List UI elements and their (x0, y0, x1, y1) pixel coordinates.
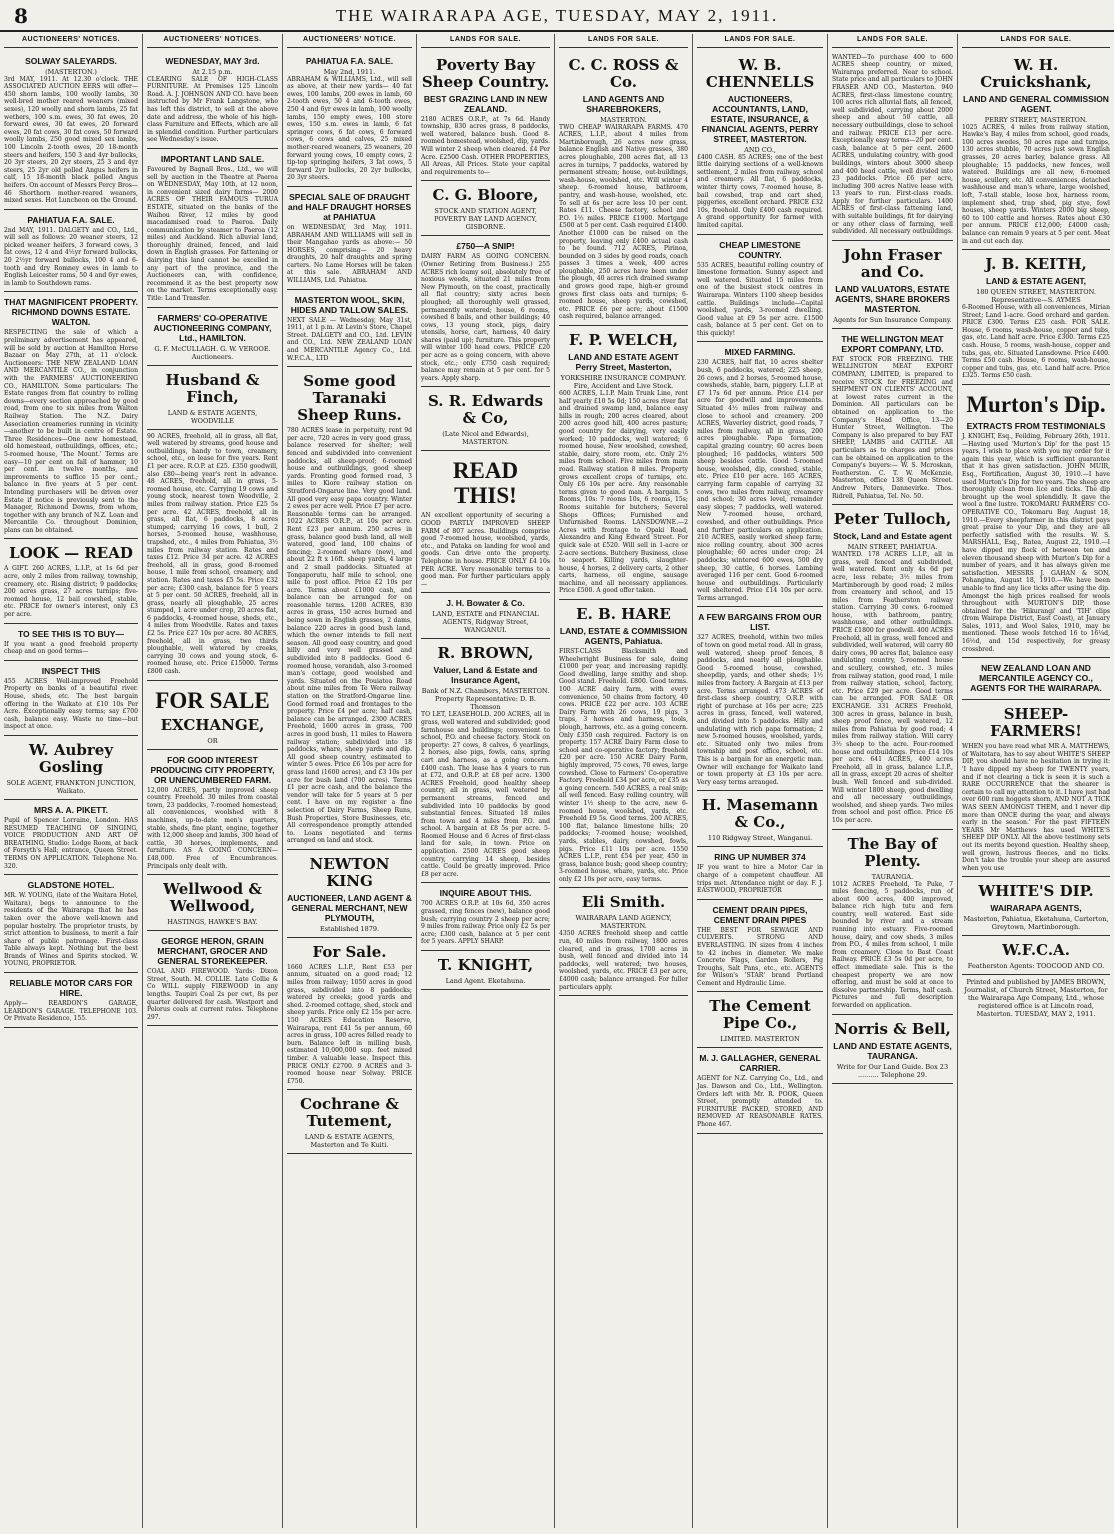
ad-subtext: At 2.15 p.m. (192, 67, 233, 76)
advertisement (832, 51, 953, 241)
ad-heading: The Bay of Plenty. (847, 834, 938, 870)
ad-subheading: Valuer, Land & Estate and Insurance Agent, (433, 665, 538, 686)
advertisement (962, 51, 1110, 251)
ad-subheading: AUCTIONEER, LAND AGENT & GENERAL MERCHANT, NEW PLYMOUTH, (287, 892, 412, 923)
advertisement (962, 877, 1110, 936)
ad-body: FIRST-CLASS Blacksmith and Wheelwright Business for sale, doing £1000 per year, and increasing rapidly. Good dwelling, large smithy and shop. Good stand. Freehold. £800. Good terms. 100 ACRE dairy farm, with every convenience, 50 chains from factory, 40 cows. PRICE £22 per acre. 103 ACRE Dairy Farm with 26 cows, 19 pigs, 3 traps, 3 horses and harness, tools, plough, harrows, etc. as a going concern. Only £350 cash required. Factory is on property. 157 ACRE Dairy Farm close to school and co-operative factory; freehold £20 per acre. 150 ACRE Dairy Farm, highly improved, 75 cows, 70 ewes, large cowshed. Close to Farmers' Co-operative Factory. Freehold £34 per acre, or £35 as a going concern. 540 ACRES, a real snip; all well fenced. Easy rolling country, will winter 1½ sheep to the acre, new 6-roomed house, woolshed, yards, etc. Freehold £9 5s. Good terms. 200 ACRES, 100 flat, balance limestone hills; 20 paddocks; 7-roomed house; woolshed, yards, stables, dairy, cowshed, fowls, pigs. Price £11 10s per acre. 1550 ACRES L.I.P., rent £54 per year, 450 in grass, balance bush; good sheep country; 3-roomed house, whare, yards, etc. Price only £2 10s per acre, easy terms. (559, 648, 688, 883)
advertisement (147, 931, 278, 1026)
ad-body: 1660 ACRES L.I.P., Rent £53 per annum, situated on a good road; 12 miles from railway; 1050 acres in good grass, subdivided into 8 paddocks; watered by creeks; good yards and shed. 2-roomed cottage, shed, stock and sheep yards. Price only £2 15s per acre. 150 ACRES Education Reserve, Wairarapa, rent £41 5s per annum, 60 acres in grass, 100 acres felled ready to burn. Balance left in milling bush, estimated 10,000,000 sup. feet mixed timber. A valuable lease. Inspect this. PRICE ONLY £2700. 9 ACRES and 3-roomed house near Solway. PRICE £750. (287, 963, 413, 1085)
ad-heading: R. BROWN, (437, 644, 534, 663)
advertisement (147, 149, 278, 308)
ad-heading: John Fraser and Co. (843, 245, 942, 281)
advertisement (4, 973, 138, 1028)
advertisement (4, 292, 138, 539)
advertisement (832, 830, 953, 1015)
ad-subtext: 110 Ridgway Street, Wanganui. (707, 834, 813, 843)
ad-body: 4350 ACRES freehold sheep and cattle run, 40 miles from railway, 1800 acres cleared, and in grass, 1700 acres in bush, well fenced and divided into 14 paddocks, well watered; two houses, woolshed, yards, etc. PRICE £3 per acre, £4000 cash; balance arranged. For fuller particulars apply. (559, 930, 688, 991)
advertisement (4, 800, 138, 875)
ad-subheading: AUCTIONEERS, ACCOUNTANTS, LAND, ESTATE, INSURANCE, & FINANCIAL AGENTS, PERRY STREET, MASTERTON. (701, 93, 819, 144)
ad-subheading: MRS A. A. PIKETT. (34, 804, 108, 815)
ad-heading: Norris & Bell, (834, 1019, 951, 1038)
advertisement (697, 342, 823, 607)
ad-subtext: LAND & ESTATE AGENTS, Masterton and Te Kuiti. (304, 1133, 395, 1150)
advertisement (287, 367, 412, 850)
ad-body: Pupil of Spencer Lorraine, London. HAS RESUMED TEACHING OF SINGING, VOICE PRODUCTION AND ART OF BREATHING. Studio: Lodge Room, at back of Forsyth's Hall; entrance, Queen Street. TERMS ON APPLICATION. Telephone No. 320. (4, 816, 138, 870)
ad-subheading: EXTRACTS FROM TESTIMONIALS (966, 421, 1106, 432)
ad-subheading: RING UP NUMBER 374 (714, 852, 806, 863)
column-7 (828, 34, 958, 1528)
ad-subheading: THE WELLINGTON MEAT EXPORT COMPANY, LTD. (841, 333, 944, 354)
column-header: AUCTIONEERS' NOTICES. (147, 34, 278, 48)
ad-subheading: GLADSTONE HOTEL. (27, 880, 115, 891)
ad-subheading: LAND AND GENERAL COMMISSION AGENT. (963, 93, 1109, 114)
ad-subheading: NEW ZEALAND LOAN AND MERCANTILE AGENCY CO., AGENTS FOR THE WAIRARAPA. (970, 663, 1102, 694)
ad-heading: Eli Smith. (581, 893, 666, 912)
ad-subtext: Write for Our Land Guide. Box 23 .......... Telephone 29. (836, 1062, 949, 1079)
ad-subtext: May 2nd, 1911. (323, 67, 376, 76)
column-header: AUCTIONEERS' NOTICE. (287, 34, 412, 48)
publisher-imprint: Printed and published by JAMES BROWN, Journalist, of Church Street, Masterton, for the Wairarapa Age Company, Ltd., whose registered office is at Lincoln road, Masterton. TUESDAY, MAY 2, 1911. (964, 978, 1108, 1019)
ad-subtext: LAND & ESTATE AGENTS, WOODVILLE (167, 408, 258, 425)
advertisement (287, 290, 412, 368)
ad-subtext: Bank of N.Z. Chambers, MASTERTON. Property Representative: D. B. Thomson (421, 687, 550, 712)
ad-body: J. KNIGHT, Esq., Feilding, February 26th, 1911.—Having used 'Murton's Dip' for the past 15 years, I wish to place with you my order for it again this year, which is sufficient guarantee that it has given satisfaction. JOHN MUIR, Esq., Fortification, August 30, 1910.—I have used Murton's Dip for two years. The sheep are thoroughly clean from lice and ticks. The dip brought up the wool splendidly. It gave the wool a fine lustre. TOKOMARU FARMERS' CO-OPERATIVE CO., Tokomaru Bay, August 18, 1910.—Every sheepfarmer in this district pays great praise to your Dip, and they are all perfectly satisfied with the results. W. S. MARSHALL, Esq., Ratea, August 22, 1910.—I have dipped my flock of between ten and eleven thousand sheep with Murton's Dip for a number of years, and it has always given me satisfaction. MESSRS J. GAHAN & SON, Pohangina, August 18, 1910.—We have been unable to find any lice ticks after using the dip. Amongst the high prices realised for wools throughout with MURTON'S DIP, those obtained for the 'Hikurangi' and 'TIH' clips (from Wairapa District, East Coast), at January Sales, 1911, and Wool Sales, 1910, may be mentioned. These wools fetched 16 to 16¼d, 16½d, and 15d respectively, for greasy crossbred. (962, 433, 1110, 653)
ad-body: TO LET, LEASEHOLD. 200 ACRES, all in grass, well watered and subdivided; good farmhouse and buildings; convenient to school, P.O. and cheese factory. Stock on property: 27 cows, 8 calves, 6 yearlings, 2 horses, also pigs, fowls, cans, spring cart and harness, as a going concern. £400 cash. The lease has 4 years to run at £72, and O.R.P. at £8 per acre. 1300 ACRES Freehold, good healthy sheep country, all in grass, well watered by permanent streams, fenced and subdivided into 10 paddocks by good substantial fences. Situated 18 miles from town and 4 miles from P.O. and school. A bargain at £8 5s per acre. 5-Roomed House and 6 Acres of first-class land for sale, in town. Price on application. 2500 ACRES good sheep country, carrying 14 sheep, besides cattle. Could be greatly improved. Price £8 per acre. (421, 711, 550, 878)
ad-subtext: (MASTERTON.) (45, 67, 97, 76)
ad-body: 1012 ACRES Freehold, Te Puke, 7 miles fencing, 5 paddocks, run of about 600 acres, 400 improved, balance rich high tutu and fern country, well watered. East side bounded by river and a stream running into estuary. Five-roomed house, dairy, and cow sheds, 3 miles from P.O., 4 miles from school, 1 mile from creamery. Close to Bast Coast Railway. PRICE £3 5s 0d per acre, to effect immediate sale. This is the cheapest property we are now offering, and must be sold at once to dissolve partnership. Terms, half cash. Pictures and full description forwarded on application. (832, 880, 953, 1009)
ad-subheading: INSPECT THIS (41, 665, 101, 676)
ad-subheading: BEST GRAZING LAND IN NEW ZEALAND. (423, 93, 548, 114)
ad-subheading: RELIABLE MOTOR CARS FOR HIRE. (9, 978, 133, 999)
advertisement (421, 51, 550, 182)
ad-subheading: PAHIATUA F.A. SALE. (305, 55, 394, 66)
ad-heading: W. H. Cruickshank, (980, 55, 1092, 91)
advertisement (421, 951, 550, 990)
ad-subtext: MASTERTON. (600, 115, 647, 124)
ad-heading: EXCHANGE, (160, 715, 265, 734)
ad-heading: Wellwood & Wellwood, (163, 880, 262, 916)
advertisement (147, 430, 278, 681)
ad-body: 535 ACRES, beautiful rolling country of limestone formation. Sunny aspect and well watered. Situated 15 miles from one of the busiest stock centres in Wairarapa. Winters 1100 sheep besides cattle. Buildings include—Capital woolshed, yards, 3-roomed dwelling. Good value at £9 5s per acre. £1500 cash, balance at 5 per cent. Get on to this quickly! (697, 261, 823, 337)
ad-body: £400 CASH. 85 ACRES; one of the best little dairying sections of a well-known settlement, 2 miles from railway, school and creamery. All flat, 6 paddocks, winter thirty cows, 7-roomed house, 8-bail cowshed, trap and cart shed, piggeries, excellent orchard. PRICE £32 10s, freehold. Only £400 cash required. A grand opportunity for farmer with limited capital. (697, 153, 823, 229)
advertisement (962, 936, 1110, 975)
column-6 (693, 34, 828, 1528)
ad-body: NEXT SALE — Wednesday, May 31st, 1911, at 1 p.m. At Levin's Store, Chapel Street. DALGETY and CO., Ltd. LEVIN and CO., Ltd. NEW ZEALAND LOAN and MERCANTILE Agency Co., Ltd. W.F.C.A., LTD (287, 316, 412, 362)
advertisement (147, 750, 278, 876)
ad-subheading: LAND AND ESTATE AGENTS, TAURANGA. (833, 1040, 952, 1061)
advertisement (287, 187, 412, 290)
ad-subheading: LAND AND ESTATE AGENT Perry Street, Masterton, (568, 352, 679, 373)
ad-subtext: AND CO., (744, 145, 776, 154)
ad-subheading: WEDNESDAY, MAY 3rd. (165, 55, 260, 66)
ad-heading: W.F.C.A. (1002, 941, 1070, 960)
advertisement (421, 236, 550, 387)
advertisement (832, 1015, 953, 1084)
ad-subheading: £750—A SNIP! (456, 241, 515, 252)
advertisement (4, 661, 138, 736)
advertisement (962, 250, 1110, 385)
ad-subheading: CEMENT DRAIN PIPES, CEMENT DRAIN PIPES (712, 904, 808, 925)
ad-subheading: GEORGE HERON, GRAIN MERCHANT, GROCER AND GENERAL STOREKEEPER. (157, 936, 268, 967)
ad-subheading: J. H. Bowater & Co. (446, 598, 525, 609)
column-header: LANDS FOR SALE. (962, 34, 1110, 48)
column-header: LANDS FOR SALE. (559, 34, 688, 48)
ad-subheading: PAHIATUA F.A. SALE. (27, 214, 115, 225)
advertisement (559, 600, 688, 888)
advertisement (697, 992, 823, 1048)
ad-body: WANTED. 178 ACRES L.I.P., all in grass, well fenced and subdivided, well watered. Rent only 4s 6d per acre, less rebate; 3½ miles from Martinborough by good road; 2 miles from creamery and school, and 15 miles from Featherston railway station. Carrying 30 cows. 6-roomed house, with bathroom, pantry, washhouse, and other outbuildings. PRICE £1800 for goodwill. 400 ACRES Freehold, all in grass, well fenced and subdivided, well watered, will carry 80 dairy cows, 90 acres flat, balance easy undulating country, 5-roomed house and scullery, cowshed, etc. 3 miles from railway station, good road, 1 mile from railway station, school, factory, etc. Price £29 per acre. Good terms can be arranged. FOR SALE OR EXCHANGE. 331 ACRES Freehold, 300 acres in grass, balance in bush, sheep proof fence, well watered, 12 miles from Pahiatua by good road; 4 miles from railway station. Will carry 3½ sheep to the acre. Four-roomed house and outbuildings. Price £14 10s per acre. 641 ACRES, 400 acres Freehold, all in grass, balance L.I.P., all in grass, except 20 acres of shelter bush. Well fenced and sub-divided. Will winter 1800 sheep, good dwelling and all necessary outbuildings, woolshed, and sheep yards. Two miles from school and post office. Price £6 10s per acre. (832, 551, 953, 824)
ad-subtext: 180 QUEEN STREET, MASTERTON. Representative—S. AYMES (976, 288, 1096, 305)
ad-subheading: Stock, Land and Estate agent (833, 531, 952, 542)
advertisement (697, 607, 823, 791)
newspaper-title: THE WAIRARAPA AGE, TUESDAY, MAY 2, 1911. (335, 6, 779, 25)
advertisement (421, 639, 550, 883)
ad-body: CLEARING SALE OF HIGH-CLASS FURNITURE. At Premises 125 Lincoln Road. A. J. JOHNSON AND CO. have been instructed by Mr Frank Langstone, who has left this district, to sell at the above date and address, the whole of his high-class Furniture and Effects, which are all in splendid condition. Further particulars see Wednesday's issue. (147, 75, 278, 144)
ad-body: on WEDNESDAY, 3rd May, 1911. ABRAHAM AND WILLIAMS will sell in their Mangahao yards as above:— 50 HORSES, comprising— 20 heavy draughts, 20 half draughts and spring carters. No Lame Horses will be taken at this sale. ABRAHAM AND WILLIAMS, Ltd. Pahiatua. (287, 223, 412, 285)
ad-subtext: Established 1879. (319, 924, 380, 933)
advertisement (421, 883, 550, 951)
column-header: LANDS FOR SALE. (697, 34, 823, 48)
ad-heading: H. Masemann & Co., (701, 796, 819, 832)
ad-heading: C. G. Bloore, (432, 186, 539, 205)
advertisement (147, 366, 278, 430)
ad-body: A GIFT. 260 ACRES, L.I.P., at 1s 6d per acre, only 2 miles from railway, township, creamery, etc. Rising district; 9 paddocks; 200 acres grass, 27 acres turnips; five-roomed house, 12 bail cowshed, stable, etc. PRICE for owner's interest, only £3 per acre. (4, 565, 138, 619)
ad-subheading: TO SEE THIS IS TO BUY— (18, 628, 124, 639)
advertisement (287, 938, 412, 1091)
ad-heading: LOOK — READ (9, 544, 133, 563)
ad-subheading: THAT MAGNIFICENT PROPERTY. RICHMOND DOWNS ESTATE. WALTON. (4, 297, 138, 328)
ad-subtext: SOLE AGENT, FRANKTON JUNCTION, Waikato. (6, 778, 136, 795)
ad-subtext: Masterton, Pahiatua, Eketahuna, Carterton, Greytown, Martinborough. (963, 915, 1109, 932)
ad-heading: S. R. Edwards & Co, (427, 392, 544, 428)
ad-heading: J. B. KEITH, (985, 255, 1087, 274)
advertisement (147, 681, 278, 750)
advertisement (4, 51, 138, 210)
ad-subheading: M. J. GALLAGHER, GENERAL CARRIER. (699, 1053, 821, 1074)
column-3 (283, 34, 417, 1528)
ad-subheading: LAND AGENTS AND SHAREBROKERS, (582, 93, 665, 114)
ad-body: COAL AND FIREWOOD. Yards: Dixon Street, South. M. COLLIE. Late Collie & Co WILL supply FIREWOOD in any lengths. Taupiri Coal 2s per cwt, 8s per quarter delivered for cash. Westport and Pelorus coals at current rates. Telephone 297. (147, 968, 278, 1021)
ad-heading: F. P. WELCH, (569, 331, 678, 350)
advertisement (962, 658, 1110, 700)
column-2 (143, 34, 283, 1528)
ad-subheading: FOR GOOD INTEREST PRODUCING CITY PROPERTY, OR UNENCUMBERED FARM. (150, 754, 275, 785)
ad-body: RESPECTING the sale of which a preliminary advertisement has appeared, will be sold by auction at Hamilton Horse Bazaar on May 27th, at 11 o'clock. Auctioneers: THE NEW ZEALAND LOAN AND MERCANTILE CO., in conjunction with the FARMERS' AUCTIONEERING CO., HAMILTON. Some particulars: The Estate ranges from flat country to rolling downs—every section approached by good road, from one to six miles from Walton Railway Station. The N.Z. Dairy Association creameries running in vicinity—another to be built in centre of Estate. Three Residences—One new homestead, old homestead, outbuildings, offices, etc.; 5-roomed house, 'The Mount.' Terms are easy—10 per cent on fall of hammer, 10 per cent. in twelve months, and improvements to suffice 15 per cent.; balance in five years at 5 per cent. Intending purchasers will be driven over Estate if notice is previously sent to the Manager, Richmond Downs, from whom, together with any branch of N.Z. Loan and Mercantile Co. throughout Dominion, plans can be obtained. (4, 329, 138, 534)
ad-subtext: Land Agent. Eketahuna. (445, 977, 526, 985)
ad-subheading: CHEAP LIMESTONE COUNTRY. (719, 239, 801, 260)
advertisement (287, 51, 412, 187)
ad-body: 1025 ACRES, 4 miles from railway station, Hawke's Bay, 4 miles from school, good roads, 100 acres swedes, 50 acres rape and turnips, 130 acres stubble, 70 acres just sown English grasses, 20 acres barley, balance grass. All ploughable; 15 paddocks, new fences, well watered. Buildings are all new, 6-roomed house, scullery, etc. All conveniences, detached washhouse and man's whare, large woolshed, loft, 7-stall stable, loose box, harness room, implement shed, trap shed, pig stye, fowl houses, sheep yards. Winters 2000 big sheep, 60 to 100 cattle and horses. Rates about £30 per annum. PRICE £12,000; £4000 cash; balance can remain 9 years at 5 per cent. Meat in and cut each day. (962, 123, 1110, 245)
ad-body: 455 ACRES Well-improved Freehold Property on banks of a beautiful river. House, sheds, etc. The best bargain offering in the Waikato at £10 10s Per Acre. Exceptionally easy terms; say £700 cash, balance easy. Waste no time—but inspect at once. (4, 677, 138, 731)
advertisement (4, 736, 138, 800)
ad-subheading: SPECIAL SALE OF DRAUGHT and HALF DRAUGHT HORSES at PAHIATUA (287, 191, 412, 222)
ad-heading: Poverty Bay Sheep Country. (421, 55, 550, 91)
ad-subtext: STOCK AND STATION AGENT, POVERTY BAY LAND AGENCY, GISBORNE. (434, 207, 537, 232)
ad-subheading: IMPORTANT LAND SALE. (160, 153, 265, 164)
ad-body: ABRAHAM & WILLIAMS, Ltd., will sell as above, at their new yards— 40 fat ewes, 100 lambs, 200 ewes in lamb, 60 2-tooth ewes, 50 4 and 6-tooth ewes, 250 4 and 6yr ewes in lamb, 100 woolly lambs, 150 empty ewes, 100 store ewes, 150 s.m. ewes in lamb, 6 fat springer cows, 6 fat cows, 6 forward cows, 6 cows and calves, 25 mixed mother-reared weaners, 25 weaners, 20 forward young cows, 10 empty cows, 2 tip-top springing heifers, 3 fat cows, 5 forward 2yr bullocks, 20 2yr bullocks, 20 3yr steers. (287, 75, 412, 182)
ad-subtext: OR (207, 736, 218, 745)
column-1 (0, 34, 143, 1528)
ad-heading: SHEEP-FARMERS! (990, 705, 1082, 741)
ad-body: Apply— REARDON'S GARAGE, LEARDON'S GARAGE. TELEPHONE 103. Or Private Residence, 155. (4, 1000, 138, 1023)
ad-heading: WHITE'S DIP. (978, 882, 1094, 901)
ad-heading: The Cement Pipe Co., (709, 997, 811, 1033)
ad-subheading: LAND VALUATORS, ESTATE AGENTS, SHARE BROKERS MASTERTON. (835, 283, 950, 314)
ad-body: AGENT for N.Z. Carrying Co., Ltd., and Jas. Dawson and Co., Ltd., Wellington. Orders left with Mr. R. POOK, Queen Street, promptly attended to. FURNITURE PACKED, STORED, AND REMOVED AT REASONABLE RATES. Phone 467. (697, 1075, 823, 1129)
ad-heading: Some good Taranaki Sheep Runs. (297, 372, 402, 425)
ad-body: If you want a good freehold property cheap and on good terms— (4, 640, 138, 656)
advertisement (962, 385, 1110, 658)
ad-heading: W. Aubrey Gosling (28, 740, 114, 776)
ad-subtext: LAND, ESTATE and FINANCIAL AGENTS, Ridgway Street, WANGANUI. (432, 610, 539, 635)
advertisement (559, 326, 688, 600)
advertisement (147, 875, 278, 931)
advertisement (287, 850, 412, 938)
ad-body: AN excellent opportunity of securing a GOOD PARTLY IMPROVED SHEEP FARM of 807 acres. Buildings comprise good 7-roomed house, woolshed, yards, etc., and Pataka on landing for wool and goods. Can drive onto the property. Telephone in house. PRICE ONLY £4 10s PER ACRE. Very reasonable terms to a good man. For further particulars apply— (421, 512, 550, 588)
advertisement (4, 624, 138, 661)
ad-subtext: Agents for Sun Insurance Company. (833, 315, 952, 324)
ad-body: 780 ACRES lease in perpetuity, rent 9d per acre, 720 acres in very good grass, balance reserved for shelter; well fenced and subdivided into convenient paddocks, all sheep-proof; 6-roomed house and outbuildings, good sheep yards. Fronting good formed road, 3 miles to Kiore railway station on Stratford-Ongarue line. Very good land. All good very easy papa country. Winter 2 ewes per acre well. Price £7 per acre. Reasonable terms can be arranged. 1022 ACRES O.R.P., at 10s per acre. Rent £23 per annum. 250 acres in grass, balance good bush land, all well watered, good land, 100 chains of fencing; 2-roomed whare (new), and about 22 ft x 16ft. sheep yards, 4 large and 2 small paddocks. Situated at Tongaporutu, half mile to school, one mile to post office. Price £2 10s per acre. Terms about £1000 cash, and balance can be arranged for on reasonable terms. 1200 ACRES, 830 acres in grass, 150 acres burned and being sown in English grasses, 2 dams, balance 220 acres in good bush land, which the owner intends to fell next season. All good easy country, and good hilly and very well grassed and subdivided into 8 paddocks. Good 6-roomed house, verandah, also 3-roomed man's cottage, good woolshed and yards. Situated on the Pouiatea Road about nine miles from Te Wera railway station on the Stratford-Ongarue line. Good formed road and frontages to the property. Price £4 per acre; half cash, balance can be arranged. 2300 ACRES Freehold, 1600 acres in grass, 700 acres in good bush, 11 miles to Hawera railway station; subdivided into 18 paddocks, whare, sheep yards and dip. All good sheep country, estimated to winter 5 ewes. Price £6 10s per acre for grass land (1600 acres), and £3 10s per acre for bush land (700 acres). Terms £1 per acre cash, and the balance the vendor will take for 5 years at 5 per cent. I have on my register a fine selection of Dairy Farms, Sheep Runs, Bush Properties, Store Businesses, etc. All correspondence promptly attended to. Loans negotiated and terms arranged on land and stock. (287, 427, 412, 845)
column-8 (958, 34, 1114, 1528)
ad-display-heading: Murton's Dip. (966, 392, 1106, 418)
advertisement (4, 539, 138, 623)
advertisement (697, 235, 823, 343)
ad-subtext: WAIRARAPA LAND AGENCY, MASTERTON. (575, 914, 672, 931)
advertisement (147, 308, 278, 366)
ad-subtext: Featherston Agents: TOOCOOD AND CO. (967, 962, 1105, 971)
ad-heading: Cochrane & Tutement, (300, 1095, 399, 1131)
ad-body: 327 ACRES, freehold, within two miles of town on good metal road. All in grass, well watered, sheep proof fences, 8 paddocks, and nearly all ploughable. Good 5-roomed house, cowshed, sheepdip, yards, and other sheds; 1½ miles from factory. A Bargain at £13 per acre. Terms arranged. 473 ACRES of first-class sheep country, O.R.P. with right of purchase at 16s per acre; 225 acres in grass, fenced, well watered, and divided into 5 paddocks. Hilly and undulating with rich papa formation; 2 new 5-roomed houses, woolshed, yards, etc. Situated only two miles from township and post office, school, etc. This is a bargain for an energetic man. Owner will exchange for Waikato land or town property at £3 10s per acre. Very easy terms arranged. (697, 634, 823, 786)
advertisement (421, 181, 550, 236)
advertisement (832, 505, 953, 829)
advertisement (421, 451, 550, 593)
ad-subtext: G. F. McCULLAGH. G. W. VEROOE. Auctioneers. (154, 344, 271, 361)
column-4 (417, 34, 555, 1528)
ad-body: FAT STOCK FOR FREEZING. THE WELLINGTON MEAT EXPORT COMPANY, LIMITED, is prepared to receive STOCK for FREEZING and SHIPMENT ON CLIENTS' ACCOUNT, at lowest rates current in the Dominion. All particulars can be obtained on application to the Company's Head Office, 13—20 Hunter Street, Wellington. The Company is also prepared to buy FAT SHEEP, LAMBS and CATTLE. All particulars as to charges and prices can be obtained on application to the Company's buyers:— W. S. Mcroskan, Featherston. C. T. W. McKenzie, Masterton, office 138 Queen Street. Andrew Peters, Dannevirke. Thos. Ridrell, Pahiatua, Tel. No. 50. (832, 355, 953, 500)
advertisement (697, 51, 823, 235)
ad-body: 3rd MAY, 1911. At 12.30 o'clock. THE ASSOCIATED AUCTION EERS will offer— 450 shorn lambs, 100 woolly lambs, 30 well-bred mother reared weaners (mixed sexes), 120 woolly and shorn lambs, 25 fat wethers, 100 s.m. ewes, 30 fat ewes, 20 forward ewes, 30 fat ewes, 20 forward ewes, 20 fat cows, 30 fat cows, 50 forward woolly lambs, 250 good mixed sex lambs, 100 Lincoln 2-tooth ewes, 20 18-month steers and heifers, 150 3 and 4yr bullocks, 20 3yr steers, 20 2yr steers, 25 3 and 4yr steers, 25 2yr old polled Angus heifers in calf, 15 18-month black polled Angus heifers. On account of Messrs Percy Bros— 46 Shorthorn mother-reared weaners, mixed sexes. Hot Luncheon on the Ground. (4, 75, 138, 205)
advertisement (697, 1048, 823, 1133)
ad-subtext: TAURANGA. (871, 872, 914, 881)
ad-heading: NEWTON KING (309, 854, 390, 890)
advertisement (4, 875, 138, 973)
ad-heading: T. KNIGHT, (437, 956, 534, 974)
ad-subheading: A FEW BARGAINS FROM OUR LIST. (698, 612, 822, 633)
ad-subheading: LAND & ESTATE AGENT, (986, 276, 1086, 287)
advertisement (832, 241, 953, 329)
column-header: LANDS FOR SALE. (421, 34, 550, 48)
advertisement (287, 1090, 412, 1154)
ad-body: 2nd MAY, 1911. DALGETY and CO., Ltd., will sell as follows: 20 weaner steers, 12 picked weaner heifers, 3 forward cows, 3 fat cows, 12 4 and 4½yr forward bullocks, 20 2½yr forward bullocks, 100 4 and 6-tooth and dry Romney ewes in lamb to English Leicester rams, 50 4 and 6yr ewes, in lamb to Southdown rams. (4, 226, 138, 287)
ad-body: 6-Roomed House, with all conveniences, Mirian Street; Land 1-acre. Good orchard and garden. PRICE £300. Terms £25 cash. FOR SALE. House, 6 rooms, wash-house, copper and tubs, gas, etc. Land half acre. Price £300. Terms £25 cash. House, 5 rooms, wash-house, copper and tubs, gas, etc. Situated Lansdowne. Price £400. Terms £50 cash. House, 6 rooms, wash-house, copper and tubs, gas, etc. Land half acre. Price £325. Terms £50 cash. (962, 304, 1110, 380)
advertisement (421, 593, 550, 639)
ad-display-heading: FOR SALE (155, 687, 270, 713)
ad-heading: Husband & Finch, (165, 370, 260, 406)
column-header: AUCTIONEERS' NOTICES. (4, 34, 138, 48)
ad-subtext: HASTINGS, HAWKE'S BAY. (167, 918, 258, 927)
ad-body: 600 ACRES, L.I.P. Main Trunk Line, rent half yearly £10 5s 0d; 150 acres river flat and drained swamp land, balance easy hills in rough; 200 acres cleared, about 200 acres good hill, 400 acres pasture; good country for dairying, very easily worked; 10 paddocks, well watered; 6 roomed house, New woolshed, cowshed, stable, dairy, store room, etc. Only 2½ miles from school. Five miles from main road. Railway station 8 miles. Property grows excellent crops of turnips, etc. Only £6 10s per acre. Any reasonable terms given to good man. A bargain. 5 Rooms, 10s: 7 rooms 10s, 6 rooms, 15s; Rooms suitable for butchers; Several Shops Offices; Furnished and Unfurnished Rooms. LANSDOWNE.—2 Acres with frontage to Opaki Road, Alexandra and King Edward Street. For quick sale at £520. Will sell in 1-acre or 2-acre sections. Butchery Business, close to seaport. Killing yards, slaughter-house, 4 horses, 2 delivery carts, 2 other carts, harness, oil engine, sausage machine, and all necessary appliances. Price £500. A good offer taken. (559, 390, 688, 595)
ad-body: WANTED—To purchase 400 to 600 ACRES sheep country, or mixed, Wairarapa preferred. Near to school. State price and all particulars to JOHN FRASER AND CO., Masterton. 940 ACRES, first-class limestone country, 100 acres rich alluvial flats, all fenced, well subdivided, carrying about 2000 sheep and about 50 cattle, all necessary outbuildings, close to school and railway. PRICE £13 per acre. Exceptionally easy terms—20 per cent. cash, balance at 5 per cent. 2600 ACRES, undulating country, with good buildings, winters about 3000 sheep and 400 head cattle, well divided into 23 paddocks. Price £6 per acre, including 300 acres Native lease with 13 years to run. First-class roads. Apply for further particulars. 1400 ACRES of first-class fattening land, with suitable buildings, fit for dairying or any other class of farming, well subdivided. All necessary outbuildings. (832, 53, 953, 236)
advertisement (147, 51, 278, 149)
ad-subheading: FARMERS' CO-OPERATIVE AUCTIONEERING COMPANY, Ltd., HAMILTON. (153, 312, 272, 343)
column-5 (555, 34, 693, 1528)
advertisement (559, 51, 688, 326)
page-number: 8 (14, 4, 28, 28)
column-header: LANDS FOR SALE. (832, 34, 953, 48)
ad-subheading: WAIRARAPA AGENTS, (990, 903, 1082, 914)
ad-heading: C. C. ROSS & Co. (568, 55, 679, 91)
ad-subtext: LIMITED. MASTERTON (720, 1035, 800, 1044)
ad-subtext: YORKSHIRE INSURANCE COMPANY. Fire, Accident and Live Stock. (560, 374, 687, 391)
ad-body: 230 ACRES, half flat, 10 acres shelter bush, 6 paddocks, watered; 225 sheep, 26 cows, and 2 horses, 5-roomed house, cowsheds, stable, barn, piggery. L.I.P. at £7 17s 6d per annum. Price £14 per acre for goodwill and improvements. Situated 4½ miles from railway and close to school and creamery. 200 ACRES, Waverley district, good roads, 7 miles from railway, all in grass, 200 acres ploughable. Papa formation; capital grazing country; 60 acres been ploughed; 16 paddocks, winters 500 sheep besides cattle. Good 5-roomed house, woolshed, dip, cowshed, stable, etc. Price £10 per acre. 165 ACRES, carrying farm capable of carrying 32 cows, two miles from railway, creamery and school; 30 acres level, remainder easy slopes; 7 paddocks, well watered. New 7-roomed house, orchard, cowshed, and other outbuildings. Price and further particulars on application. 210 ACRES, easily worked sheep farm; nice rolling country, about 300 acres ploughable; 60 acres under crop; 24 paddocks; wintered 600 ewes, 500 dry sheep, 30 cattle, 6 horses. Lambing averaged 116 per cent. Good 6-roomed house and outbuildings. Particularly well sheltered. Price £14 10s per acre. Terms arranged. (697, 359, 823, 602)
ad-subtext: MAIN STREET, PAHIATUA. (847, 543, 938, 552)
ad-body: WHEN you have read what MR A. MATTHEWS, of Waitotara, has to say about WHITE'S SHEEP DIP, you should have no hesitation in trying it: 'I have dipped my sheep for TWENTY years, and if not clearing a tick is seen it is such a RARE OCCURRENCE that the shearer is certain to call my attention to it. I have just had over 600 ram hoggets shorn, AND NOT A TICK WAS SEEN AMONGST THEM, and I never dip more than ONCE during the year, and always early in the season.' For the past FIFTEEN YEARS Mr Matthews has used WHITE'S SHEEP DIP ONLY. All the above testimony sets out its merits beyond question. Healthy sheep, well grown, lustrous fleeces, and no ticks. Don't take the trouble your sheep are assured when you use (962, 743, 1110, 872)
ad-subheading: MASTERTON WOOL, SKIN, HIDES AND TALLOW SALES. (290, 294, 409, 315)
advertisement (832, 329, 953, 505)
ad-display-heading: READ THIS! (452, 458, 519, 509)
ad-body: 2180 ACRES O.R.P., at 7s 6d. Handy township, 830 acres grass, 8 paddocks, well watered, balance bush. Good 8-roomed homestead, woolshed, dip, yards. Will winter 2 sheep when cleared. £4 Per Acre. £2500 Cash. OTHER PROPERTIES, All Areas, All Prices. State your capital and requirements to— (421, 115, 550, 176)
masthead (0, 0, 1114, 32)
ad-heading: W. B. CHENNELLS (705, 55, 815, 91)
advertisement (421, 387, 550, 451)
advertisement (697, 847, 823, 899)
ad-body: 700 ACRES O.R.P. at 10s 6d, 350 acres grassed, ring fences (new), balance good bush; carrying country 2 sheep per acre; 9 miles from railway. Price only £2 5s per acre; £300 cash, balance at 5 per cent for 5 years. APPLY SHARP. (421, 900, 550, 946)
ad-body: MR. W. YOUNG, (late of the Waitara Hotel, Waitara), begs to announce to the residents of the Wairarapa that he has taken over the above well-known and popular hostelry. The proprietor trusts, by strict attention to business, to merit a fair share of public patronage. First-class Table always kept. Nothing but the best Brands of Wines and Spirits stocked. W. YOUNG, PROPRIETOR. (4, 892, 138, 968)
ad-heading: For Sale. (312, 942, 387, 961)
ad-body: Favoured by Bagnall Bros., Ltd., we will sell by auction in the Theatre at Paeroa on WEDNESDAY, May 10th, at 12 noon, in convenient sized dairy farms— 2000 ACRES OF THEIR FAMOUS TURUA ESTATE, situated on the banks of the Waihou River, 12 miles by good macadamised road to Paeroa. Daily communication by steamer to Paeroa (12 miles) and Auckland. Rich alluvial land, thoroughly drained, fenced, and laid down in English grasses. For fattening or dairying this land cannot be excelled in any part of the province, and the Auctioneers can, with confidence, recommend it as the best property now on the market. Terms exceptionally easy. Title: Land Transfer. (147, 165, 278, 303)
ad-body: 12,000 ACRES, partly improved sheep country. Freehold. 30 miles from coastal town, 23 paddocks, 7-roomed homestead, all conveniences, woolshed with 8 machines, up-to-date men's quarters, stable, sheds, fine plant, engine, together with 12,000 sheep and lambs, 300 head of cattle, 30 horses, implements, and furniture. AS A GOING CONCERN— £48,000. Free of Encumbrances. Principals only dealt with. (147, 786, 278, 870)
advertisement (697, 791, 823, 847)
ad-body: IF you want to hire a Motor Car in charge of a competent chauffeur. All trips met. Attendance night or day. F. J. EASTWOOD, PROPRIETOR (697, 864, 823, 895)
advertisement (559, 888, 688, 996)
ad-body: TWO CHEAP WAIRARAPA FARMS. 470 ACRES, L.I.P., about 4 miles from Martinborough, 26 acres new grass, balance English and Native grasses, 380 acres ploughable, 200 acres flat, all 13 acres in turnips, 7 paddocks, watered by permanent stream; house, out-buildings, wash-house, woolshed, etc. Will winter 4 sheep. 6-roomed house, bathroom, pantry, and wash-house, woolshed, etc. To sell at 6s per acre less 10 per cent. Rates £11. Cheese factory, school and P.O. 1½ miles. PRICE £1900. Mortgage £500 at 5 per cent. Cash required £1400. Another £1000 can be raised on the property, leaving only £400 actual cash to be found. 712 ACRES, Pirinoa, bounded on 3 sides by good roads, coach passes 3 times a week, 400 acres ploughable, 250 acres have been under the plough, 40 acres rich drained swamp and grows good rape, high-er ground grows first class oats and turnips; 6-roomed house, sheep yards, cowshed, etc. PRICE £6 per acre; about £1500 cash required, balance arranged. (559, 123, 688, 321)
advertisement (962, 700, 1110, 877)
ad-body: DAIRY FARM AS GOING CONCERN. (Owner Retiring from Business.) 255 ACRES rich loamy soil, absolutely free of noxious weeds, situated 21 miles from New Plymouth, on the coast, practically all flat country; sixty acres been ploughed; all thoroughly well grassed, permanently watered; house, 6 rooms, cowshed 8 bails, and other buildings; 40 cows, 13 young stock, pigs, dairy utensils, horse, cart, harness, 40 dairy shares (paid up); furniture. This property will winter 100 head cows. PRICE £20 per acre as a going concern, with above stock, etc.; only £750 cash required; balance may remain at 5 per cent. for 5 years. Apply sharp. (421, 253, 550, 382)
ad-heading: E. B. HARE (576, 605, 671, 624)
ad-subheading: SOLWAY SALEYARDS. (25, 55, 117, 66)
ad-body: THE BEST FOR SEWAGE AND CULVERTS. STRONG AND EVERLASTING. IN sizes from 4 inches to 42 inches in diameter. We make Concrete Flags, Garden Rollers, Pig Troughs, Salt Pans, etc., etc. AGENTS for Wilson's 'STAR' brand Portland Cement and Hydraulic Lime. (697, 926, 823, 987)
ad-subheading: LAND, ESTATE & COMMISSION AGENTS, Pahiatua. (559, 626, 688, 647)
advertisement (697, 900, 823, 993)
ad-subheading: INQUIRE ABOUT THIS. (439, 888, 532, 899)
ad-subtext: PERRY STREET, MASTERTON. (984, 115, 1088, 124)
advertisement (4, 210, 138, 293)
ad-subtext: (Late Nicol and Edwards), MASTERTON. (442, 430, 529, 447)
ad-body: 90 ACRES, freehold, all in grass, all flat, well watered by streams, good house and outbuildings, handy to town, creamery, school, etc., on lease for five years. Rent £1 per acre. R.O.P. at £25. £350 goodwill, also £80—being year's rent in advance. 48 ACRES, freehold, all in grass, 5-roomed house, etc. Carrying 19 cows and young stock, nearest town Woodville, 2 miles from railway station. Price £25 5s per acre. 42 ACRES, freehold, all in grass, all flat, 6 paddocks, 8 acres stumped; carrying 16 cows, 1 bull, 2 horses, 5-roomed house, washhouse, trapshed, etc., 4 miles from Pahiatua, 3½ miles from railway station. Rates and taxes £12. Price 34 per acre. 42 ACRES freehold, all in grass, good 8-roomed house, 1 mile from school, creamery, and station. Rates and taxes £5 5s. Price £32 per acre; £300 cash, balance for 5 years at 5 per cent. 50 ACRES, freehold, all in grass, nearly all ploughable, 25 acres stumped, 1 acre under crop, 20 acres flat, 6 paddocks, 4-roomed house, sheds, etc., 4 miles from Woodville. Rates and taxes £2 5s. Price £27 10s per acre. 80 ACRES, freehold, all in grass, two thirds ploughable, well watered by creeks, carrying 30 cows and young stock, 6-roomed house, etc. Price £15000. Terms £800 cash. (147, 432, 278, 676)
ad-heading: Peter Tulloch, (833, 510, 952, 529)
ad-subheading: MIXED FARMING. (724, 347, 796, 358)
